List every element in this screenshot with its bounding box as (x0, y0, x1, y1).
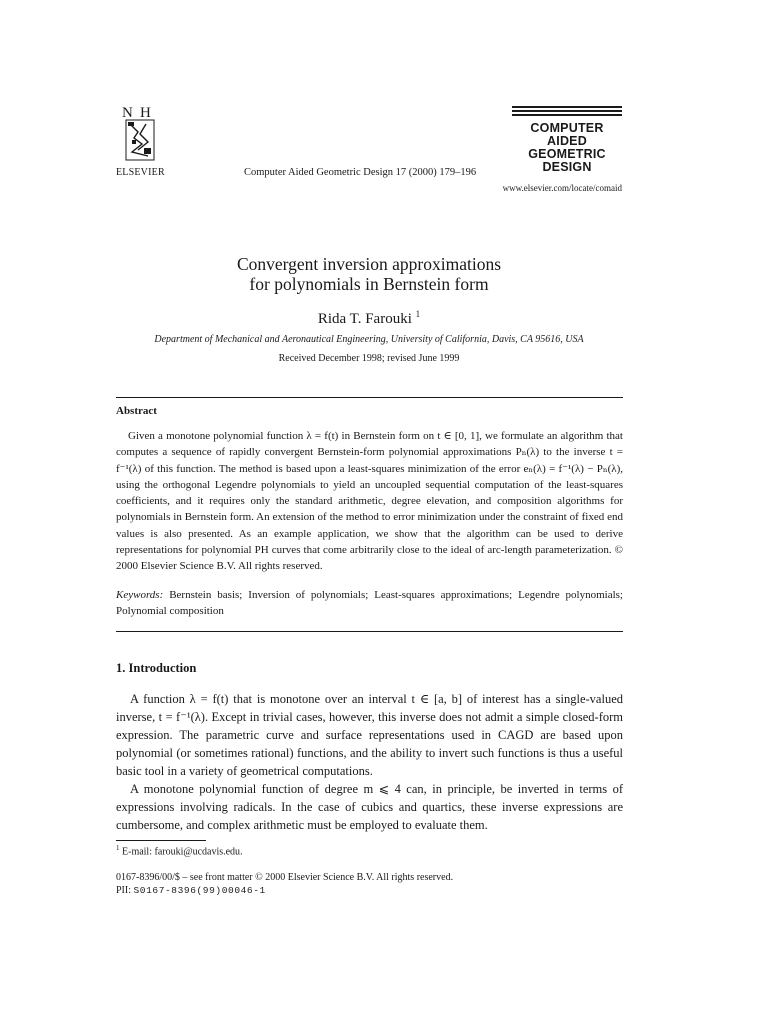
journal-logo-line: AIDED (547, 134, 587, 148)
svg-text:N: N (122, 105, 133, 121)
footnote-text: E-mail: farouki@ucdavis.edu. (122, 846, 243, 858)
journal-logo-line: GEOMETRIC (528, 147, 606, 161)
abstract-bottom-rule (116, 631, 623, 632)
abstract-text: Given a monotone polynomial function λ = f(t) in Bernstein form on t ∈ [0, 1], we formulate an algorithm that computes a sequence of rapidly convergent Bernstein-form polynomial approximations Pₙ(λ) to the inverse t = f⁻¹(λ) of this function. The method is based upon a least-squares minimization of the error eₙ(λ) = f⁻¹(λ) − Pₙ(λ), using the orthogonal Legendre polynomials to yield an uncoupled sequential computation of the least-squares coefficients, and it requires only the standard arithmetic, degree elevation, and composition algorithms for polynomials in Bernstein form. An extension of the method to error minimization under the constraint of fixed end values is also presented. As an example application, we show that the algorithm can be used to derive representations for polynomial PH curves that come arbitrarily close to the ideal of arc-length parameterization. © 2000 Elsevier Science B.V. All rights reserved. (116, 430, 623, 573)
keywords-list: Bernstein basis; Inversion of polynomials; Least-squares approximations; Legendre polynomials; Polynomial composition (116, 589, 623, 617)
logo-rule (512, 110, 622, 112)
article-title-line-2: for polynomials in Bernstein form (249, 274, 489, 294)
keywords-label: Keywords: (116, 589, 164, 601)
paragraph: A monotone polynomial function of degree m ⩽ 4 can, in principle, be inverted in terms of expressions involving radicals. In the case of cubics and quartics, these inverse expressions are cumbersome, and complex arithmetic must be employed to evaluate them. (116, 782, 623, 832)
article-title-line-1: Convergent inversion approximations (236, 254, 502, 274)
section-body (116, 690, 623, 834)
affiliation: Department of Mechanical and Aeronautical Engineering, University of California, Davis, CA 95616, USA (154, 334, 584, 345)
pii-line (116, 885, 266, 896)
publisher-logo (118, 104, 162, 166)
journal-logo-line: COMPUTER (530, 121, 604, 135)
section-heading: 1. Introduction (116, 661, 197, 675)
footnote-rule (116, 840, 206, 841)
logo-rule (512, 106, 622, 108)
journal-logo-line: DESIGN (542, 160, 592, 174)
keywords (116, 587, 623, 619)
footnote (116, 844, 243, 857)
front-matter-line: 0167-8396/00/$ – see front matter © 2000 Elsevier Science B.V. All rights reserved. (116, 872, 454, 883)
svg-text:H: H (140, 105, 151, 121)
author-footnote-mark: 1 (415, 309, 421, 319)
abstract-heading: Abstract (116, 405, 157, 417)
author-line (0, 311, 738, 328)
author-name: Rida T. Farouki (317, 311, 412, 327)
journal-citation: Computer Aided Geometric Design 17 (2000) 179–196 (244, 167, 477, 178)
pii-value: S0167-8396(99)00046-1 (133, 885, 266, 896)
pii-label: PII: (116, 885, 131, 896)
publisher-name: ELSEVIER (116, 167, 165, 178)
journal-logo-text (512, 122, 622, 174)
journal-url[interactable]: www.elsevier.com/locate/comaid (502, 183, 622, 193)
received-dates: Received December 1998; revised June 1999 (278, 353, 460, 364)
logo-rule (512, 114, 622, 116)
paragraph: A function λ = f(t) that is monotone over an interval t ∈ [a, b] of interest has a single-valued inverse, t = f⁻¹(λ). Except in trivial cases, however, this inverse does not admit a simple closed-form expression. The parametric curve and surface representations used in CAGD are based upon polynomial (or sometimes rational) functions, and the ability to invert such functions is thus a useful basic tool in a variety of geometrical computations. (116, 692, 623, 778)
abstract-body (116, 428, 623, 575)
journal-logo (512, 106, 622, 174)
abstract-top-rule (116, 397, 623, 398)
footnote-mark: 1 (116, 844, 120, 852)
